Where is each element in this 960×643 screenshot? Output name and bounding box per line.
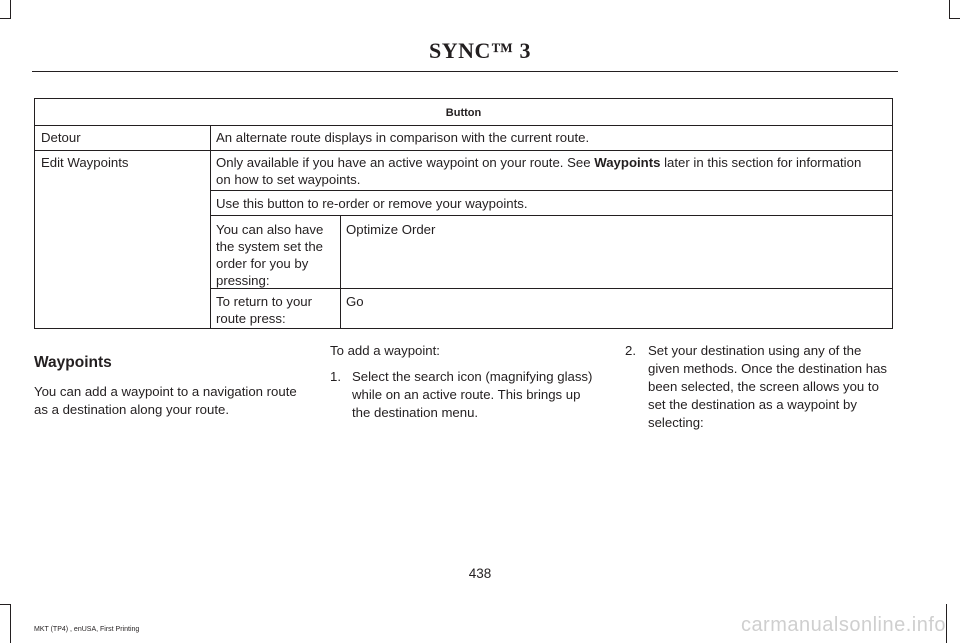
go-value: Go bbox=[346, 294, 364, 309]
header-rule bbox=[32, 71, 898, 72]
step-line: Select the search icon (magnifying glass) bbox=[352, 369, 593, 384]
row-divider bbox=[35, 125, 892, 126]
optimize-label-line: the system set the bbox=[216, 239, 324, 254]
step-line: while on an active route. This brings up bbox=[352, 387, 581, 402]
crop-mark-top-right-v bbox=[949, 0, 950, 18]
step-number: 1. bbox=[330, 369, 341, 384]
step-line: the destination menu. bbox=[352, 405, 479, 420]
row-divider bbox=[35, 150, 892, 151]
optimize-order-value: Optimize Order bbox=[346, 222, 436, 237]
desc-text: later in this section for information bbox=[660, 155, 862, 170]
waypoints-reference: Waypoints bbox=[594, 155, 661, 170]
watermark: carmanualsonline.info bbox=[740, 614, 946, 636]
edition-label: MKT (TP4) , enUSA, First Printing bbox=[34, 626, 140, 633]
step-1-text bbox=[352, 368, 592, 422]
row-desc-detour: An alternate route displays in comparison with the current route. bbox=[216, 130, 590, 145]
crop-mark-bottom-right-v bbox=[946, 604, 947, 643]
to-add-waypoint: To add a waypoint: bbox=[330, 343, 440, 358]
button-table bbox=[34, 98, 893, 329]
desc-text: on how to set waypoints. bbox=[216, 172, 361, 187]
table-header: Button bbox=[445, 107, 482, 119]
crop-mark-bottom-left-v bbox=[10, 604, 11, 643]
optimize-label-line: pressing: bbox=[216, 273, 270, 288]
optimize-label-line: You can also have bbox=[216, 222, 324, 237]
page-number: 438 bbox=[468, 566, 492, 581]
column-divider bbox=[210, 125, 211, 328]
step-line: set the destination as a waypoint by bbox=[648, 397, 857, 412]
crop-mark-top-left-v bbox=[10, 0, 11, 18]
desc-text: Only available if you have an active waypoint on your route. See bbox=[216, 155, 595, 170]
step-line: Set your destination using any of the bbox=[648, 343, 862, 358]
optimize-label-line: order for you by bbox=[216, 256, 309, 271]
step-number: 2. bbox=[625, 343, 636, 358]
step-line: selecting: bbox=[648, 415, 704, 430]
section-heading-waypoints: Waypoints bbox=[34, 354, 112, 371]
intro-line: You can add a waypoint to a navigation route bbox=[34, 384, 297, 399]
row-desc-edit-waypoints bbox=[216, 154, 891, 188]
step-line: been selected, the screen allows you to bbox=[648, 379, 879, 394]
row-divider bbox=[210, 215, 892, 216]
column-divider bbox=[340, 215, 341, 328]
crop-mark-bottom-left-h bbox=[0, 604, 11, 605]
row-divider bbox=[210, 190, 892, 191]
page-title: SYNC™ 3 bbox=[429, 38, 531, 63]
step-line: given methods. Once the destination has bbox=[648, 361, 887, 376]
waypoints-intro bbox=[34, 383, 297, 419]
step-2-text bbox=[648, 342, 887, 432]
row-label-detour: Detour bbox=[41, 130, 81, 145]
optimize-label bbox=[216, 221, 338, 289]
return-label-line: To return to your bbox=[216, 294, 313, 309]
crop-mark-top-right-h bbox=[949, 18, 960, 19]
intro-line: as a destination along your route. bbox=[34, 402, 230, 417]
return-label-line: route press: bbox=[216, 311, 286, 326]
row-label-edit-waypoints: Edit Waypoints bbox=[41, 155, 129, 170]
crop-mark-top-left-h bbox=[0, 18, 11, 19]
return-label bbox=[216, 293, 338, 327]
use-button-text: Use this button to re-order or remove your waypoints. bbox=[216, 196, 528, 211]
